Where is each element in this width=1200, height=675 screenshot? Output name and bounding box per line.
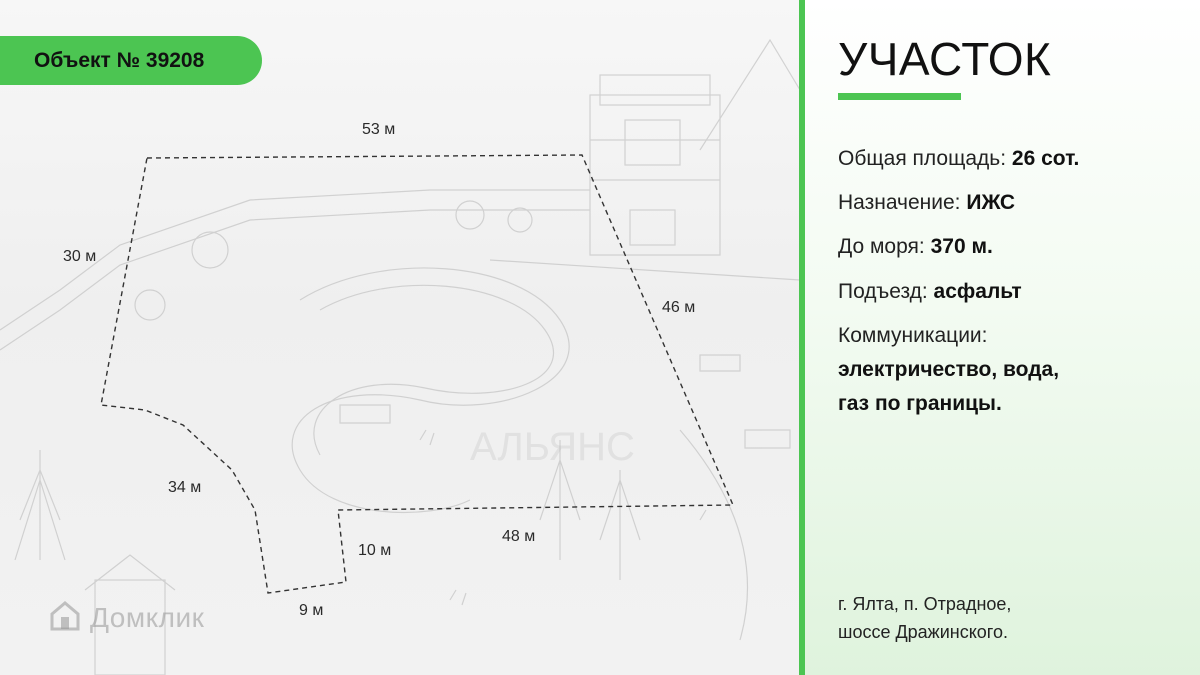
purpose-label: Назначение:	[838, 191, 961, 214]
dimension-top: 53 м	[362, 121, 396, 138]
area-row	[838, 142, 1079, 176]
domclick-watermark	[48, 598, 204, 638]
dimension-left: 30 м	[63, 248, 97, 265]
dimension-bottom: 48 м	[502, 528, 536, 545]
sea-distance-row	[838, 230, 993, 264]
dimension-right: 46 м	[662, 299, 696, 316]
address-line1: г. Ялта, п. Отрадное,	[838, 594, 1012, 614]
access-row	[838, 275, 1022, 309]
utilities-value-line2: газ по границы.	[838, 392, 1002, 415]
utilities-row	[838, 319, 1059, 421]
title-underline	[838, 93, 961, 100]
utilities-value-line1: электричество, вода,	[838, 358, 1060, 381]
panel-title: УЧАСТОК	[838, 33, 1052, 85]
access-label: Подъезд:	[838, 280, 928, 303]
object-number-badge	[0, 36, 262, 85]
access-value: асфальт	[933, 280, 1022, 303]
address	[838, 590, 1011, 646]
dimension-small-bottom: 9 м	[299, 602, 324, 619]
area-value: 26 сот.	[1011, 147, 1080, 170]
plot-boundary-outline	[101, 155, 733, 593]
address-line2: шоссе Дражинского.	[838, 622, 1008, 642]
house-icon	[48, 598, 82, 639]
watermark-text: Домклик	[90, 602, 205, 633]
dimension-inner-step: 10 м	[358, 542, 392, 559]
info-panel	[805, 0, 1200, 675]
dimension-lower-left: 34 м	[168, 479, 202, 496]
sea-distance-value: 370 м.	[930, 235, 993, 258]
purpose-row	[838, 186, 1015, 220]
sea-distance-label: До моря:	[838, 235, 925, 258]
purpose-value: ИЖС	[966, 191, 1016, 214]
svg-text:АЛЬЯНС: АЛЬЯНС	[470, 425, 635, 469]
object-number-text: Объект № 39208	[34, 48, 205, 72]
utilities-label: Коммуникации:	[838, 324, 988, 347]
area-label: Общая площадь:	[838, 147, 1007, 170]
